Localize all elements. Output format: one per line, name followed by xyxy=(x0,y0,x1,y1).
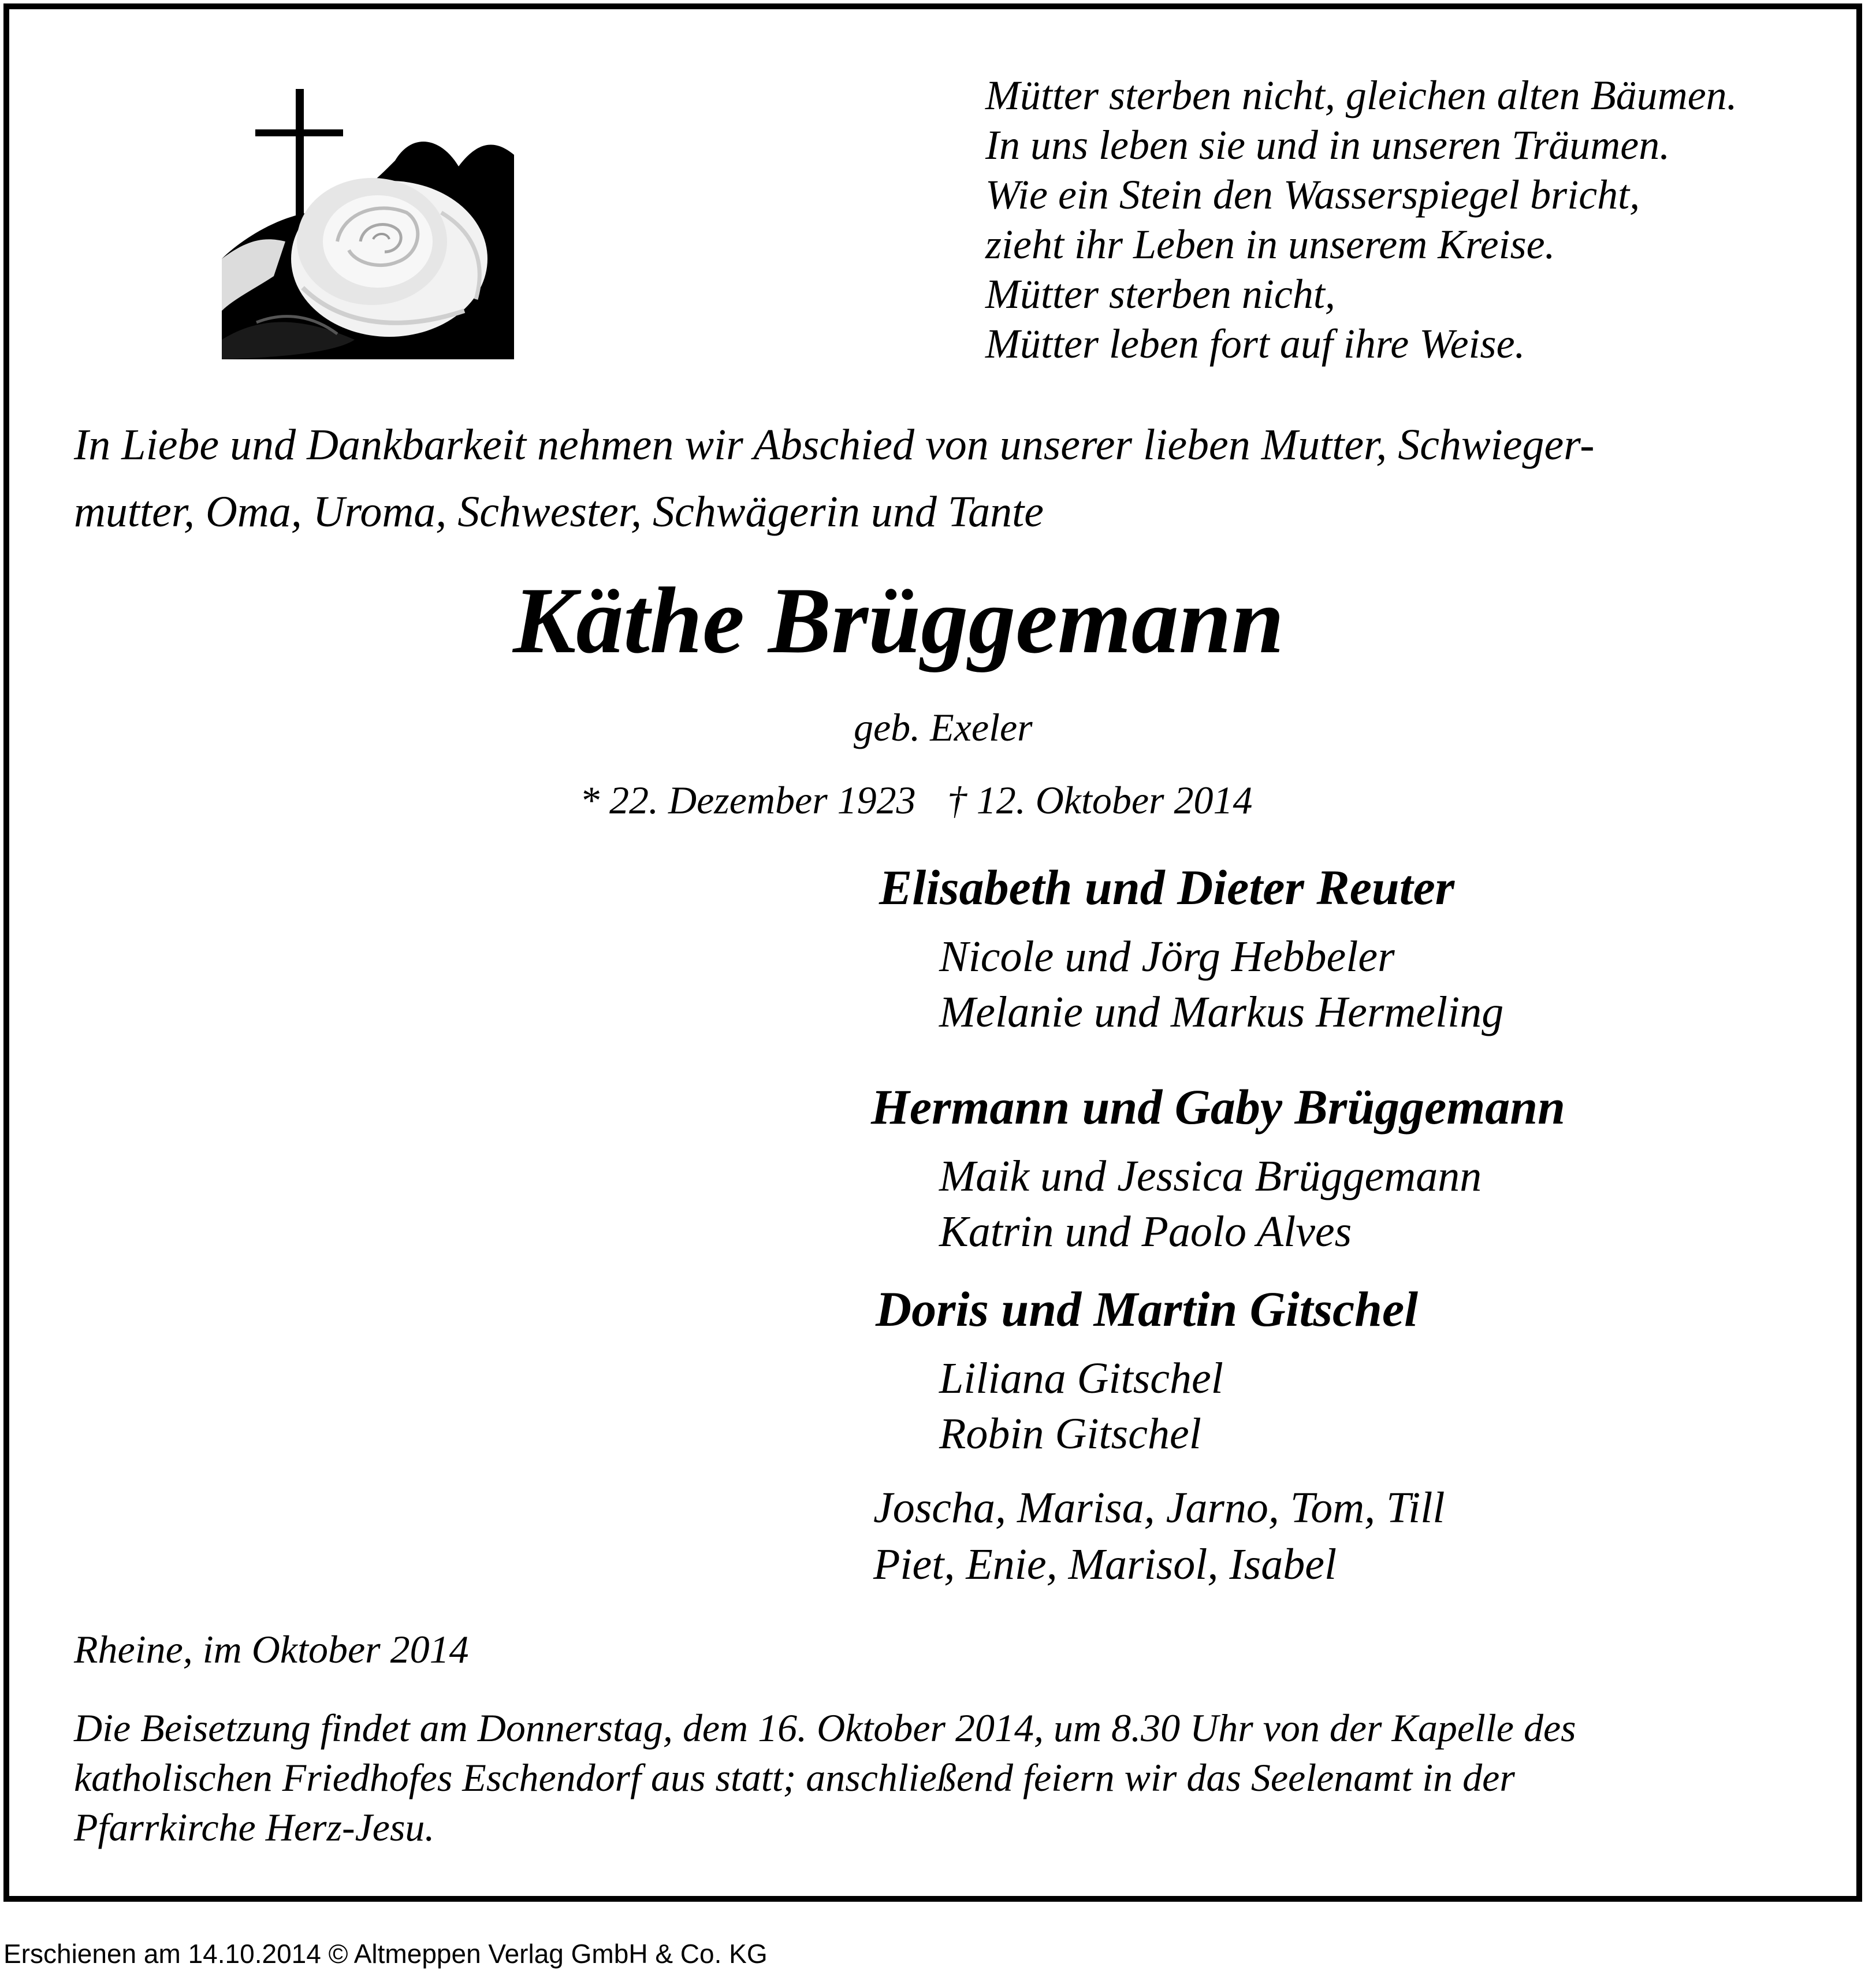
birth-date: * 22. Dezember 1923 xyxy=(580,778,916,822)
poem-line: Mütter sterben nicht, gleichen alten Bäumen. xyxy=(985,72,1737,118)
funeral-line: katholischen Friedhofes Eschendorf aus statt; anschließend feiern wir das Seelenamt in der xyxy=(74,1756,1515,1799)
funeral-line: Die Beisetzung findet am Donnerstag, dem 16. Oktober 2014, um 8.30 Uhr von der Kapelle des xyxy=(74,1706,1576,1750)
family-head: Doris und Martin Gitschel xyxy=(876,1281,1419,1337)
family-member: Nicole und Jörg Hebbeler xyxy=(939,932,1395,981)
poem-line: Wie ein Stein den Wasserspiegel bricht, xyxy=(985,172,1640,218)
deceased-name: Käthe Brüggemann xyxy=(513,568,1285,673)
rose-image xyxy=(222,68,514,359)
poem xyxy=(985,70,1737,369)
family-head: Elisabeth und Dieter Reuter xyxy=(879,860,1455,915)
funeral-line: Pfarrkirche Herz-Jesu. xyxy=(74,1805,435,1849)
intro-line: mutter, Oma, Uroma, Schwester, Schwägerin und Tante xyxy=(74,488,1044,536)
family-member: Liliana Gitschel xyxy=(939,1354,1223,1403)
poem-line: zieht ihr Leben in unserem Kreise. xyxy=(985,221,1555,267)
intro-text xyxy=(74,411,1795,545)
publication-footer: Erschienen am 14.10.2014 © Altmeppen Verlag GmbH & Co. KG xyxy=(3,1939,768,1969)
family-member: Melanie und Markus Hermeling xyxy=(939,988,1504,1036)
family-member: Katrin und Paolo Alves xyxy=(939,1207,1352,1256)
family-head: Hermann und Gaby Brüggemann xyxy=(871,1079,1565,1135)
place-date: Rheine, im Oktober 2014 xyxy=(74,1627,469,1671)
funeral-details xyxy=(74,1703,1576,1852)
family-member: Robin Gitschel xyxy=(939,1410,1201,1458)
death-date: † 12. Oktober 2014 xyxy=(947,778,1253,822)
cross-rose-emblem xyxy=(222,68,514,359)
poem-line: Mütter leben fort auf ihre Weise. xyxy=(985,321,1525,367)
life-dates xyxy=(580,774,1253,826)
family-member: Maik und Jessica Brüggemann xyxy=(939,1152,1482,1200)
poem-line: Mütter sterben nicht, xyxy=(985,271,1335,317)
maiden-name: geb. Exeler xyxy=(854,705,1033,749)
great-grandchildren-line: Piet, Enie, Marisol, Isabel xyxy=(873,1540,1337,1589)
great-grandchildren-line: Joscha, Marisa, Jarno, Tom, Till xyxy=(873,1484,1445,1532)
intro-line: In Liebe und Dankbarkeit nehmen wir Abschied von unserer lieben Mutter, Schwieger- xyxy=(74,421,1595,469)
poem-line: In uns leben sie und in unseren Träumen. xyxy=(985,122,1670,168)
